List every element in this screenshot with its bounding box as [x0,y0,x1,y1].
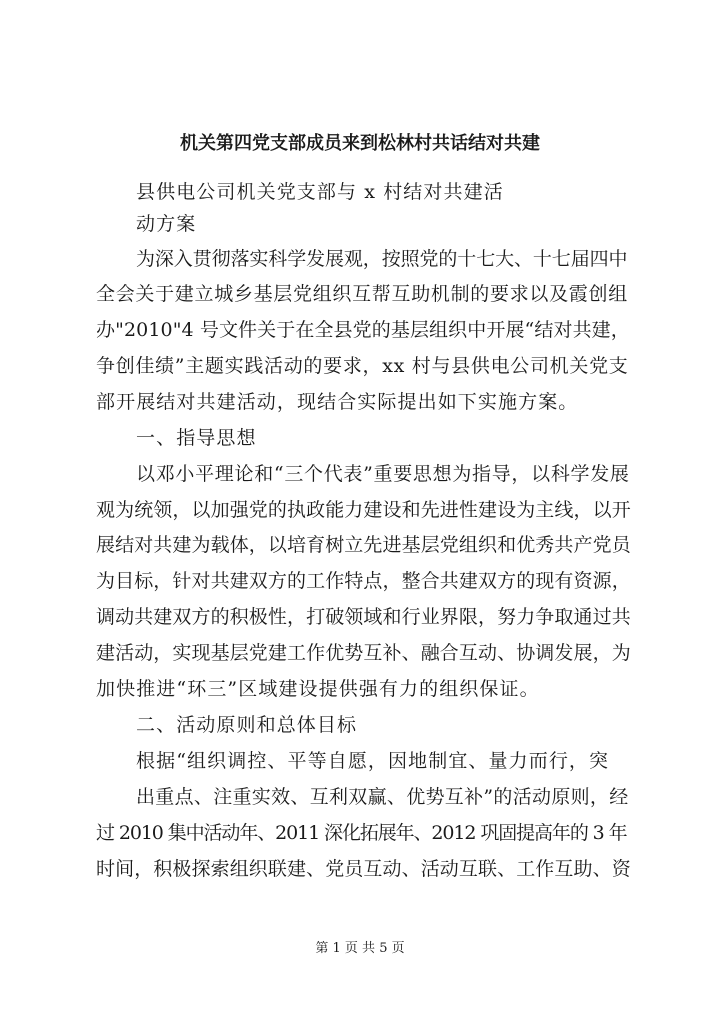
paragraph-line: 建活动，实现基层党建工作优势互补、融合互动、协调发展，为 [96,642,631,664]
paragraph-line: 全会关于建立城乡基层党组织互帮互助机制的要求以及霞创组 [96,283,628,305]
paragraph-line: 时间，积极探索组织联建、党员互动、活动互联、工作互助、资 [96,858,631,880]
paragraph-line: 根据“组织调控、平等自愿，因地制宜、量力而行，突 [136,750,610,772]
paragraph-line: 出重点、注重实效、互利双赢、优势互补”的活动原则，经 [136,786,629,808]
section-heading: 二、活动原则和总体目标 [136,714,358,736]
paragraph-line: 为目标，针对共建双方的工作特点，整合共建双方的现有资源， [96,570,631,592]
paragraph-line: 为深入贯彻落实科学发展观，按照党的十七大、十七届四中 [136,248,628,270]
paragraph-line: 县供电公司机关党支部与 x 村结对共建活 [136,181,504,203]
section-heading: 一、指导思想 [136,427,257,449]
paragraph-line: 调动共建双方的积极性，打破领域和行业界限，努力争取通过共 [96,606,631,628]
paragraph-line: 以邓小平理论和“三个代表”重要思想为指导，以科学发展 [136,463,630,485]
paragraph-line: 动方案 [136,213,197,235]
paragraph-line: 过 2010 集中活动年、2011 深化拓展年、2012 巩固提高年的 3 年 [96,822,627,844]
paragraph-line: 争创佳绩”主题实践活动的要求，xx 村与县供电公司机关党支 [96,355,629,377]
paragraph-line: 展结对共建为载体，以培育树立先进基层党组织和优秀共产党员 [96,534,631,556]
paragraph-line: 加快推进“环三”区域建设提供强有力的组织保证。 [96,678,540,700]
paragraph-line: 部开展结对共建活动，现结合实际提出如下实施方案。 [96,391,579,413]
paragraph-line: 办"2010"4 号文件关于在全县党的基层组织中开展“结对共建， [96,319,630,341]
document-title: 机关第四党支部成员来到松林村共话结对共建 [180,133,540,154]
paragraph-line: 观为统领，以加强党的执政能力建设和先进性建设为主线，以开 [96,499,631,521]
page-number: 第 1 页 共 5 页 [315,941,405,956]
